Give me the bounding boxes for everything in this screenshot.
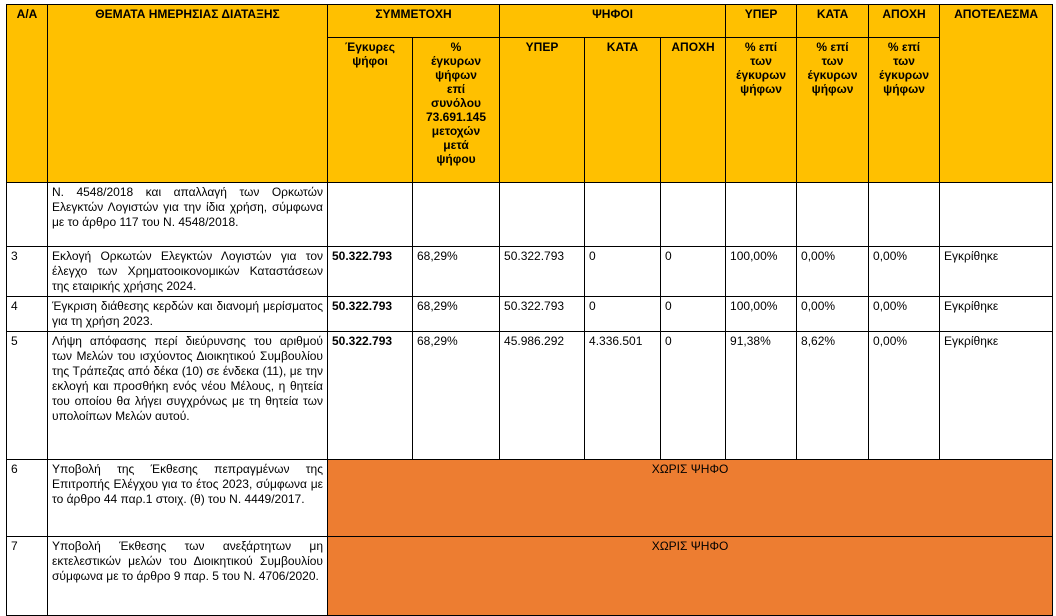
cell-topic: Εκλογή Ορκωτών Ελεγκτών Λογιστών για τον έλεγχο των Χρηματοοικονομικών Καταστάσεων της εταιρικής χρήσης 2024. bbox=[48, 247, 328, 297]
cell-apoxi: 0 bbox=[661, 297, 726, 332]
cell-kata bbox=[585, 183, 661, 247]
header-pct-yper: % επί των έγκυρων ψήφων bbox=[726, 38, 797, 183]
no-vote-cell: ΧΩΡΙΣ ΨΗΦΟ bbox=[328, 460, 1053, 537]
cell-result: Εγκρίθηκε bbox=[940, 332, 1053, 460]
header-participation: ΣΥΜΜΕΤΟΧΗ bbox=[328, 5, 500, 38]
header-topics: ΘΕΜΑΤΑ ΗΜΕΡΗΣΙΑΣ ΔΙΑΤΑΞΗΣ bbox=[48, 5, 328, 183]
cell-topic: Υποβολή της Έκθεσης πεπραγμένων της Επιτροπής Ελέγχου για το έτος 2023, σύμφωνα με το άρθρο 44 παρ.1 στοιχ. (θ) του Ν. 4449/2017. bbox=[48, 460, 328, 537]
cell-pct-yper: 91,38% bbox=[726, 332, 797, 460]
cell-apoxi: 0 bbox=[661, 332, 726, 460]
cell-pct-kata bbox=[797, 183, 869, 247]
cell-valid: 50.322.793 bbox=[328, 297, 413, 332]
cell-aa: 4 bbox=[7, 297, 48, 332]
cell-apoxi: 0 bbox=[661, 247, 726, 297]
cell-result bbox=[940, 183, 1053, 247]
cell-kata: 0 bbox=[585, 247, 661, 297]
voting-results-table bbox=[6, 4, 1053, 616]
cell-valid: 50.322.793 bbox=[328, 332, 413, 460]
cell-valid: 50.322.793 bbox=[328, 247, 413, 297]
cell-pct-valid bbox=[413, 183, 500, 247]
cell-pct-kata: 0,00% bbox=[797, 247, 869, 297]
cell-aa: 6 bbox=[7, 460, 48, 537]
cell-pct-valid: 68,29% bbox=[413, 297, 500, 332]
no-vote-cell: ΧΩΡΙΣ ΨΗΦΟ bbox=[328, 537, 1053, 616]
header-kata: ΚΑΤΑ bbox=[797, 5, 869, 38]
table-row bbox=[7, 332, 1053, 460]
cell-yper: 50.322.793 bbox=[500, 297, 585, 332]
header-pct-apoxi: % επί των έγκυρων ψήφων bbox=[869, 38, 940, 183]
cell-aa bbox=[7, 183, 48, 247]
cell-yper: 45.986.292 bbox=[500, 332, 585, 460]
cell-pct-apoxi: 0,00% bbox=[869, 247, 940, 297]
cell-yper bbox=[500, 183, 585, 247]
table-row bbox=[7, 460, 1053, 537]
cell-pct-yper: 100,00% bbox=[726, 297, 797, 332]
cell-valid bbox=[328, 183, 413, 247]
cell-aa: 7 bbox=[7, 537, 48, 616]
header-valid-votes: Έγκυρες ψήφοι bbox=[328, 38, 413, 183]
cell-aa: 5 bbox=[7, 332, 48, 460]
header-apoxi: ΑΠΟΧΗ bbox=[869, 5, 940, 38]
cell-topic: Λήψη απόφασης περί διεύρυνσης του αριθμού των Μελών του ισχύοντος Διοικητικού Συμβουλίου της Τράπεζας από δέκα (10) σε ένδεκα (11), με την εκλογή και προσθήκη ενός νέου Μέλους, η θητεία του οποίου θα λήγει συγχρόνως με τη θητεία των υπολοίπων Μελών αυτού. bbox=[48, 332, 328, 460]
header-pct-valid: % έγκυρων ψήφων επί συνόλου 73.691.145 μετοχών μετά ψήφου bbox=[413, 38, 500, 183]
cell-result: Εγκρίθηκε bbox=[940, 297, 1053, 332]
header-pct-kata: % επί των έγκυρων ψήφων bbox=[797, 38, 869, 183]
header-votes-apoxi: ΑΠΟΧΗ bbox=[661, 38, 726, 183]
header-result: ΑΠΟΤΕΛΕΣΜΑ bbox=[940, 5, 1053, 183]
cell-pct-kata: 8,62% bbox=[797, 332, 869, 460]
cell-pct-apoxi: 0,00% bbox=[869, 297, 940, 332]
cell-apoxi bbox=[661, 183, 726, 247]
header-votes: ΨΗΦΟΙ bbox=[500, 5, 726, 38]
cell-pct-apoxi bbox=[869, 183, 940, 247]
cell-topic: Ν. 4548/2018 και απαλλαγή των Ορκωτών Ελεγκτών Λογιστών για την ίδια χρήση, σύμφωνα με το άρθρο 117 του Ν. 4548/2018. bbox=[48, 183, 328, 247]
cell-topic: Υποβολή Έκθεσης των ανεξάρτητων μη εκτελεστικών μελών του Διοικητικού Συμβουλίου σύμφωνα με το άρθρο 9 παρ. 5 του Ν. 4706/2020. bbox=[48, 537, 328, 616]
cell-pct-yper bbox=[726, 183, 797, 247]
cell-pct-kata: 0,00% bbox=[797, 297, 869, 332]
table-row bbox=[7, 247, 1053, 297]
table-row bbox=[7, 537, 1053, 616]
cell-topic: Έγκριση διάθεσης κερδών και διανομή μερίσματος για τη χρήση 2023. bbox=[48, 297, 328, 332]
cell-aa: 3 bbox=[7, 247, 48, 297]
header-yper: ΥΠΕΡ bbox=[726, 5, 797, 38]
table-row bbox=[7, 183, 1053, 247]
cell-kata: 4.336.501 bbox=[585, 332, 661, 460]
cell-pct-valid: 68,29% bbox=[413, 247, 500, 297]
table-row bbox=[7, 297, 1053, 332]
cell-yper: 50.322.793 bbox=[500, 247, 585, 297]
header-row-top bbox=[7, 5, 1053, 38]
cell-pct-apoxi: 0,00% bbox=[869, 332, 940, 460]
cell-pct-valid: 68,29% bbox=[413, 332, 500, 460]
header-votes-kata: ΚΑΤΑ bbox=[585, 38, 661, 183]
cell-pct-yper: 100,00% bbox=[726, 247, 797, 297]
header-aa: Α/Α bbox=[7, 5, 48, 183]
header-votes-yper: ΥΠΕΡ bbox=[500, 38, 585, 183]
cell-result: Εγκρίθηκε bbox=[940, 247, 1053, 297]
cell-kata: 0 bbox=[585, 297, 661, 332]
